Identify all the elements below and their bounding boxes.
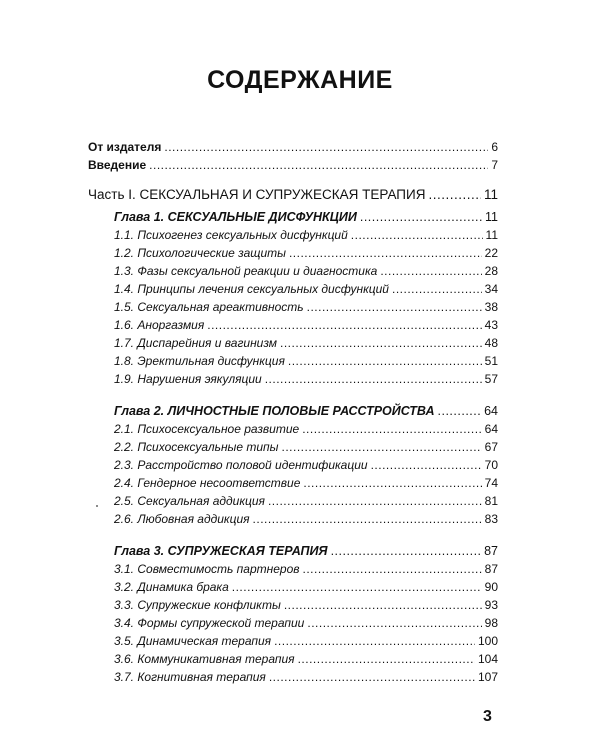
toc-entry-publisher xyxy=(88,138,498,156)
toc-page: 57 xyxy=(484,372,498,386)
toc-page: 100 xyxy=(477,634,498,648)
toc-entry-section xyxy=(114,492,498,510)
toc-entry-section xyxy=(114,316,498,334)
toc-label: 2.6. Любовная аддикция xyxy=(114,512,250,526)
toc-page: 83 xyxy=(484,512,498,526)
toc-entry-section xyxy=(114,244,498,262)
leader-dots xyxy=(268,492,482,510)
leader-dots xyxy=(232,578,482,596)
toc-entry-section xyxy=(114,560,498,578)
toc-page: 74 xyxy=(484,476,498,490)
leader-dots xyxy=(284,596,482,614)
leader-dots xyxy=(438,402,482,420)
toc-label: Глава 1. СЕКСУАЛЬНЫЕ ДИСФУНКЦИИ xyxy=(114,210,357,224)
toc-page: 98 xyxy=(484,616,498,630)
toc-label: 2.5. Сексуальная аддикция xyxy=(114,494,265,508)
toc-label: 2.4. Гендерное несоответствие xyxy=(114,476,301,490)
toc-entry-section xyxy=(114,352,498,370)
toc-entry-section xyxy=(114,262,498,280)
toc-label: 1.2. Психологические защиты xyxy=(114,246,286,260)
leader-dots xyxy=(371,456,482,474)
leader-dots xyxy=(253,510,482,528)
toc-page: 67 xyxy=(484,440,498,454)
print-speck xyxy=(96,505,98,507)
toc-entry-section xyxy=(114,298,498,316)
toc-entry-section xyxy=(114,456,498,474)
leader-dots xyxy=(380,262,481,280)
toc-label: Введение xyxy=(88,158,147,172)
toc-page: 93 xyxy=(484,598,498,612)
leader-dots xyxy=(265,370,482,388)
toc-label: 3.7. Когнитивная терапия xyxy=(114,670,266,684)
toc-page: 107 xyxy=(477,670,498,684)
leader-dots xyxy=(149,156,488,174)
toc-page: 34 xyxy=(484,282,498,296)
leader-dots xyxy=(331,542,482,560)
leader-dots xyxy=(428,186,481,204)
toc-label: 1.3. Фазы сексуальной реакции и диагностика xyxy=(114,264,378,278)
toc-label: 1.1. Психогенез сексуальных дисфункций xyxy=(114,228,348,242)
leader-dots xyxy=(307,298,482,316)
toc-entry-section xyxy=(114,474,498,492)
toc-page: 64 xyxy=(484,404,498,418)
toc-label: 2.3. Расстройство половой идентификации xyxy=(114,458,368,472)
toc-label: 1.7. Диспарейния и вагинизм xyxy=(114,336,278,350)
leader-dots xyxy=(207,316,481,334)
leader-dots xyxy=(360,208,482,226)
toc-page: 70 xyxy=(484,458,498,472)
toc-entry-chapter-1 xyxy=(114,208,498,226)
toc-page: 7 xyxy=(491,158,498,172)
toc-entry-section xyxy=(114,632,498,650)
toc-entry-section xyxy=(114,280,498,298)
toc-label: 3.5. Динамическая терапия xyxy=(114,634,272,648)
toc-page: 87 xyxy=(484,544,498,558)
toc-label: Глава 3. СУПРУЖЕСКАЯ ТЕРАПИЯ xyxy=(114,544,328,558)
toc-page: 22 xyxy=(484,246,498,260)
toc-label: 1.4. Принципы лечения сексуальных дисфункций xyxy=(114,282,389,296)
toc-page: 104 xyxy=(477,652,498,666)
toc-page: 38 xyxy=(484,300,498,314)
leader-dots xyxy=(164,138,488,156)
toc-page: 11 xyxy=(483,187,498,202)
toc-entry-chapter-3 xyxy=(114,542,498,560)
leader-dots xyxy=(274,632,475,650)
leader-dots xyxy=(298,650,475,668)
leader-dots xyxy=(282,438,482,456)
page-title: СОДЕРЖАНИЕ xyxy=(207,66,393,94)
toc-entry-section xyxy=(114,370,498,388)
leader-dots xyxy=(303,560,482,578)
toc-label: 3.3. Супружеские конфликты xyxy=(114,598,281,612)
leader-dots xyxy=(303,474,481,492)
toc-entry-part-1 xyxy=(88,186,498,204)
toc-entry-section xyxy=(114,334,498,352)
leader-dots xyxy=(269,668,475,686)
toc-label: 3.2. Динамика брака xyxy=(114,580,229,594)
toc-entry-section xyxy=(114,420,498,438)
toc-label: 3.6. Коммуникативная терапия xyxy=(114,652,295,666)
toc-page: 81 xyxy=(484,494,498,508)
toc-label: 2.1. Психосексуальное развитие xyxy=(114,422,300,436)
toc-page: 51 xyxy=(484,354,498,368)
toc-entry-section xyxy=(114,614,498,632)
toc-label: 3.4. Формы супружеской терапии xyxy=(114,616,305,630)
toc-label: 1.5. Сексуальная ареактивность xyxy=(114,300,304,314)
leader-dots xyxy=(302,420,481,438)
toc-label: 1.9. Нарушения эякуляции xyxy=(114,372,262,386)
toc-entry-section xyxy=(114,226,498,244)
toc-label: Часть I. СЕКСУАЛЬНАЯ И СУПРУЖЕСКАЯ ТЕРАПИЯ xyxy=(88,187,426,202)
toc-page: 6 xyxy=(491,140,498,154)
toc-entry-section xyxy=(114,438,498,456)
leader-dots xyxy=(351,226,483,244)
toc-page: 64 xyxy=(484,422,498,436)
toc-entry-section xyxy=(114,668,498,686)
toc-page: 87 xyxy=(484,562,498,576)
toc-label: 1.8. Эректильная дисфункция xyxy=(114,354,285,368)
toc-entry-section xyxy=(114,578,498,596)
toc-label: Глава 2. ЛИЧНОСТНЫЕ ПОЛОВЫЕ РАССТРОЙСТВА xyxy=(114,404,435,418)
toc-label: 2.2. Психосексуальные типы xyxy=(114,440,279,454)
leader-dots xyxy=(280,334,482,352)
toc-page: 43 xyxy=(484,318,498,332)
toc-page: 90 xyxy=(484,580,498,594)
toc-label: От издателя xyxy=(88,140,162,154)
toc-page: 28 xyxy=(484,264,498,278)
toc-entry-introduction xyxy=(88,156,498,174)
leader-dots xyxy=(307,614,481,632)
toc-entry-section xyxy=(114,596,498,614)
toc-page: 48 xyxy=(484,336,498,350)
toc-page: 11 xyxy=(485,228,498,242)
page-number: 3 xyxy=(483,708,492,725)
toc-label: 1.6. Аноргазмия xyxy=(114,318,205,332)
toc-label: 3.1. Совместимость партнеров xyxy=(114,562,300,576)
toc-entry-section xyxy=(114,510,498,528)
leader-dots xyxy=(288,352,482,370)
toc-entry-section xyxy=(114,650,498,668)
leader-dots xyxy=(392,280,482,298)
toc-page: 11 xyxy=(485,210,498,224)
toc-entry-chapter-2 xyxy=(114,402,498,420)
leader-dots xyxy=(289,244,482,262)
